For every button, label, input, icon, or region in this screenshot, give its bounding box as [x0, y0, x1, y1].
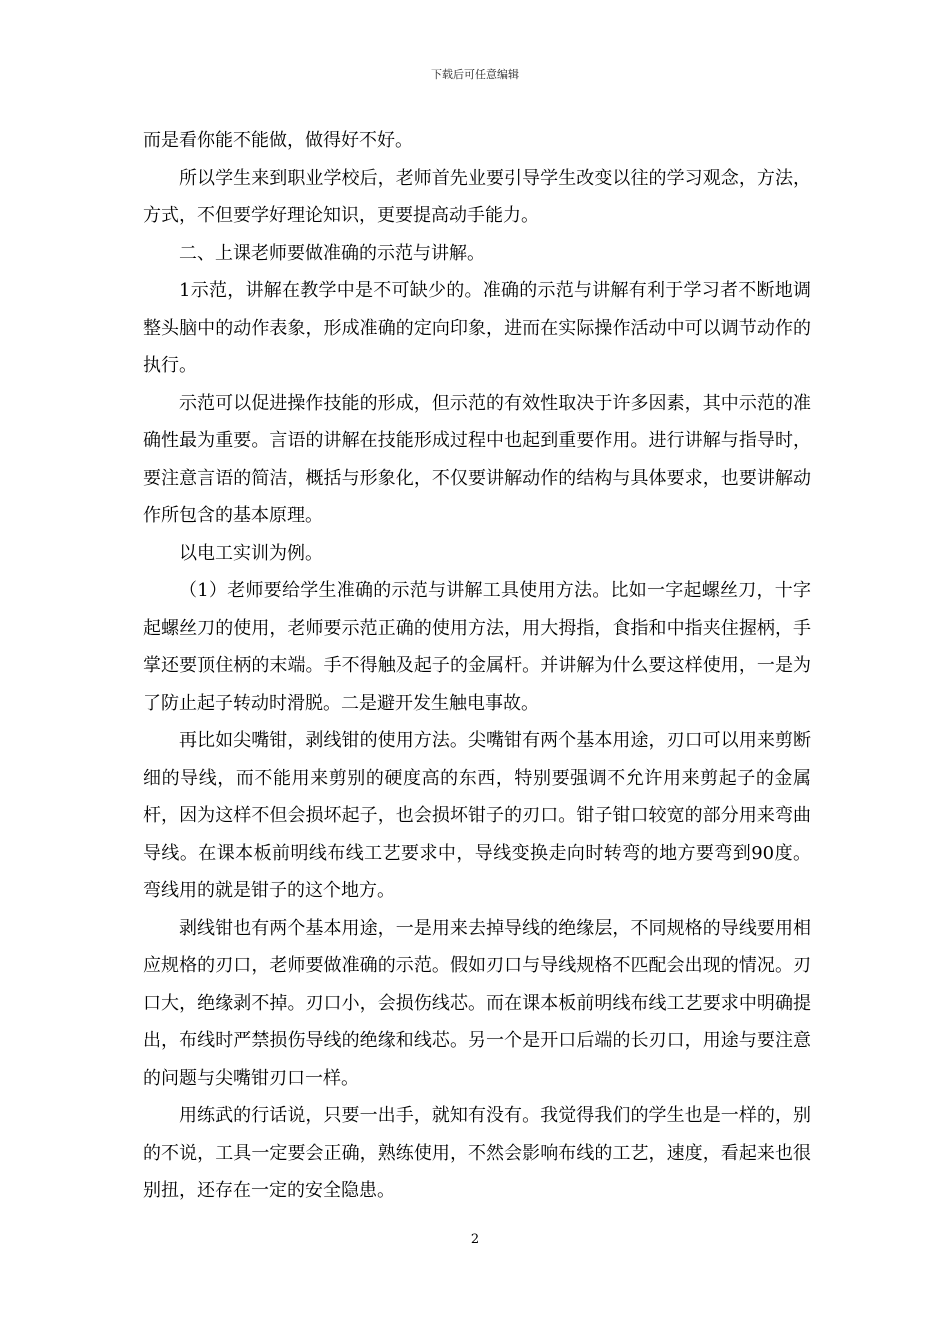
paragraph: 剥线钳也有两个基本用途，一是用来去掉导线的绝缘层，不同规格的导线要用相应规格的刃口，老师要做准确的示范。假如刃口与导线规格不匹配会出现的情况。刃口大，绝缘剥不掉。刃口小，会损伤线芯。而在课本板前明线布线工艺要求中明确提出，布线时严禁损伤导线的绝缘和线芯。另一个是开口后端的长刃口，用途与要注意的问题与尖嘴钳刃口一样。	[143, 917, 811, 1089]
document-body	[143, 122, 811, 1210]
paragraph-continuation: 而是看你能不能做，做得好不好。	[143, 130, 413, 151]
paragraph: 所以学生来到职业学校后，老师首先业要引导学生改变以往的学习观念，方法，方式，不但要学好理论知识，更要提高动手能力。	[143, 167, 811, 226]
paragraph: 示范可以促进操作技能的形成，但示范的有效性取决于许多因素，其中示范的准确性最为重要。言语的讲解在技能形成过程中也起到重要作用。进行讲解与指导时，要注意言语的简洁，概括与形象化，不仅要讲解动作的结构与具体要求，也要讲解动作所包含的基本原理。	[143, 392, 811, 526]
paragraph: 1示范，讲解在教学中是不可缺少的。准确的示范与讲解有利于学习者不断地调整头脑中的动作表象，形成准确的定向印象，进而在实际操作活动中可以调节动作的执行。	[143, 280, 811, 376]
paragraph: 以电工实训为例。	[179, 542, 323, 564]
page-header: 下载后可任意编辑	[431, 68, 519, 81]
paragraph: 再比如尖嘴钳，剥线钳的使用方法。尖嘴钳有两个基本用途，刃口可以用来剪断细的导线，而不能用来剪别的硬度高的东西，特别要强调不允许用来剪起子的金属杆，因为这样不但会损坏起子，也会损坏钳子的刃口。钳子钳口较宽的部分用来弯曲导线。在课本板前明线布线工艺要求中，导线变换走向时转弯的地方要弯到90度。弯线用的就是钳子的这个地方。	[143, 730, 811, 901]
page-number: 2	[470, 1232, 480, 1247]
section-heading: 二、上课老师要做准确的示范与讲解。	[179, 242, 485, 264]
paragraph: 用练武的行话说，只要一出手，就知有没有。我觉得我们的学生也是一样的，别的不说，工具一定要会正确，熟练使用，不然会影响布线的工艺，速度，看起来也很别扭，还存在一定的安全隐患。	[143, 1105, 811, 1201]
paragraph: （1）老师要给学生准确的示范与讲解工具使用方法。比如一字起螺丝刀，十字起螺丝刀的使用，老师要示范正确的使用方法，用大拇指，食指和中指夹住握柄，手掌还要顶住柄的末端。手不得触及起子的金属杆。并讲解为什么要这样使用，一是为了防止起子转动时滑脱。二是避开发生触电事故。	[143, 580, 811, 714]
